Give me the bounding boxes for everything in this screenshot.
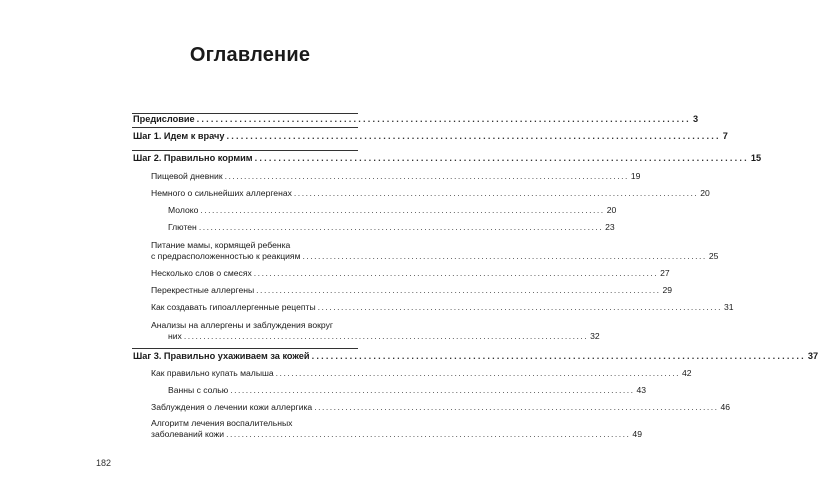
toc-entry-page: 27	[660, 268, 670, 278]
section-divider	[132, 127, 358, 128]
toc-entry-page: 23	[605, 222, 615, 232]
toc-entry-label: Шаг 1. Идем к врачу	[133, 131, 225, 141]
toc-entry-page: 15	[750, 153, 762, 163]
toc-entry-page: 7	[722, 131, 728, 141]
toc-entry-label-line1: Алгоритм лечения воспалительных	[151, 418, 293, 428]
toc-entry-label: Заблуждения о лечении кожи аллергика	[151, 402, 313, 412]
toc-entry-page: 20	[606, 205, 617, 215]
page-title: Оглавление	[189, 44, 311, 66]
toc-entry-cross-allergens[interactable]	[151, 285, 673, 296]
toc-entry-label: Ванны с солью	[168, 385, 229, 395]
toc-entry-page: 3	[692, 114, 699, 124]
toc-entry-food-diary[interactable]	[151, 171, 641, 182]
dot-leader: ........................................................................................................	[226, 131, 721, 141]
toc-entry-gluten[interactable]	[168, 222, 615, 233]
dot-leader: ........................................................................................................	[302, 251, 707, 261]
toc-entry-skin-myths[interactable]	[151, 402, 731, 413]
toc-entry-step-1[interactable]	[133, 131, 728, 142]
toc-entry-page: 42	[681, 368, 692, 378]
toc-entry-foreword[interactable]	[133, 114, 699, 125]
section-divider	[132, 150, 358, 151]
toc-entry-page: 20	[700, 188, 710, 198]
toc-entry-label: Шаг 3. Правильно ухаживаем за кожей	[133, 351, 310, 361]
toc-entry-label: Предисловие	[133, 114, 195, 124]
dot-leader: ........................................................................................................	[198, 222, 604, 232]
toc-entry-page: 49	[632, 429, 642, 439]
toc-entry-label: Перекрестные аллергены	[151, 285, 255, 295]
dot-leader: ........................................................................................................	[317, 302, 722, 312]
toc-entry-nursing-mother-diet[interactable]	[151, 251, 719, 262]
dot-leader: ........................................................................................................	[256, 285, 661, 295]
dot-leader: ........................................................................................................	[183, 331, 589, 341]
dot-leader: ........................................................................................................	[311, 351, 806, 361]
toc-entry-salt-baths[interactable]	[168, 385, 647, 396]
toc-entry-label: заболеваний кожи	[151, 429, 225, 439]
toc-entry-page: 32	[590, 331, 600, 341]
toc-entry-label-line1: Питание мамы, кормящей ребенка	[151, 240, 291, 250]
toc-entry-milk[interactable]	[168, 205, 617, 216]
toc-entry-page: 19	[630, 171, 641, 181]
dot-leader: ........................................................................................................	[196, 114, 691, 124]
toc-entry-page: 46	[720, 402, 731, 412]
toc-entry-page: 37	[807, 351, 818, 361]
dot-leader: ........................................................................................................	[230, 385, 635, 395]
dot-leader: ........................................................................................................	[226, 429, 631, 439]
dot-leader: ........................................................................................................	[314, 402, 719, 412]
dot-leader: ........................................................................................................	[275, 368, 680, 378]
dot-leader: ........................................................................................................	[200, 205, 605, 215]
toc-entry-label: Глютен	[168, 222, 197, 232]
dot-leader: ........................................................................................................	[293, 188, 699, 198]
toc-entry-label: Молоко	[168, 205, 199, 215]
toc-entry-step-3[interactable]	[133, 351, 818, 362]
toc-entry-page: 25	[708, 251, 719, 261]
toc-entry-label: Шаг 2. Правильно кормим	[133, 153, 253, 163]
toc-entry-formulas[interactable]	[151, 268, 670, 279]
toc-entry-label-line1: Анализы на аллергены и заблуждения вокруг	[151, 320, 333, 330]
toc-entry-page: 43	[636, 385, 647, 395]
toc-entry-strongest-allergens[interactable]	[151, 188, 710, 199]
toc-entry-label: Как правильно купать малыша	[151, 368, 274, 378]
toc-entry-bathing-baby[interactable]	[151, 368, 692, 379]
toc-entry-label: Немного о сильнейших аллергенах	[151, 188, 292, 198]
toc-entry-step-2[interactable]	[133, 153, 762, 164]
toc-entry-allergen-tests[interactable]	[168, 331, 600, 342]
toc-entry-label: Как создавать гипоаллергенные рецепты	[151, 302, 316, 312]
toc-entry-label: Пищевой дневник	[151, 171, 223, 181]
dot-leader: ........................................................................................................	[254, 153, 749, 163]
toc-entry-hypoallergenic-recipes[interactable]	[151, 302, 734, 313]
page-number: 182	[96, 458, 112, 468]
section-divider	[132, 348, 358, 349]
dot-leader: ........................................................................................................	[224, 171, 629, 181]
toc-entry-label: них	[168, 331, 182, 341]
toc-entry-page: 31	[723, 302, 734, 312]
toc-entry-skin-treatment-algorithm[interactable]	[151, 429, 642, 440]
dot-leader: ........................................................................................................	[253, 268, 659, 278]
toc-entry-page: 29	[662, 285, 673, 295]
toc-entry-label: Несколько слов о смесях	[151, 268, 252, 278]
toc-entry-label: с предрасположенностью к реакциям	[151, 251, 301, 261]
